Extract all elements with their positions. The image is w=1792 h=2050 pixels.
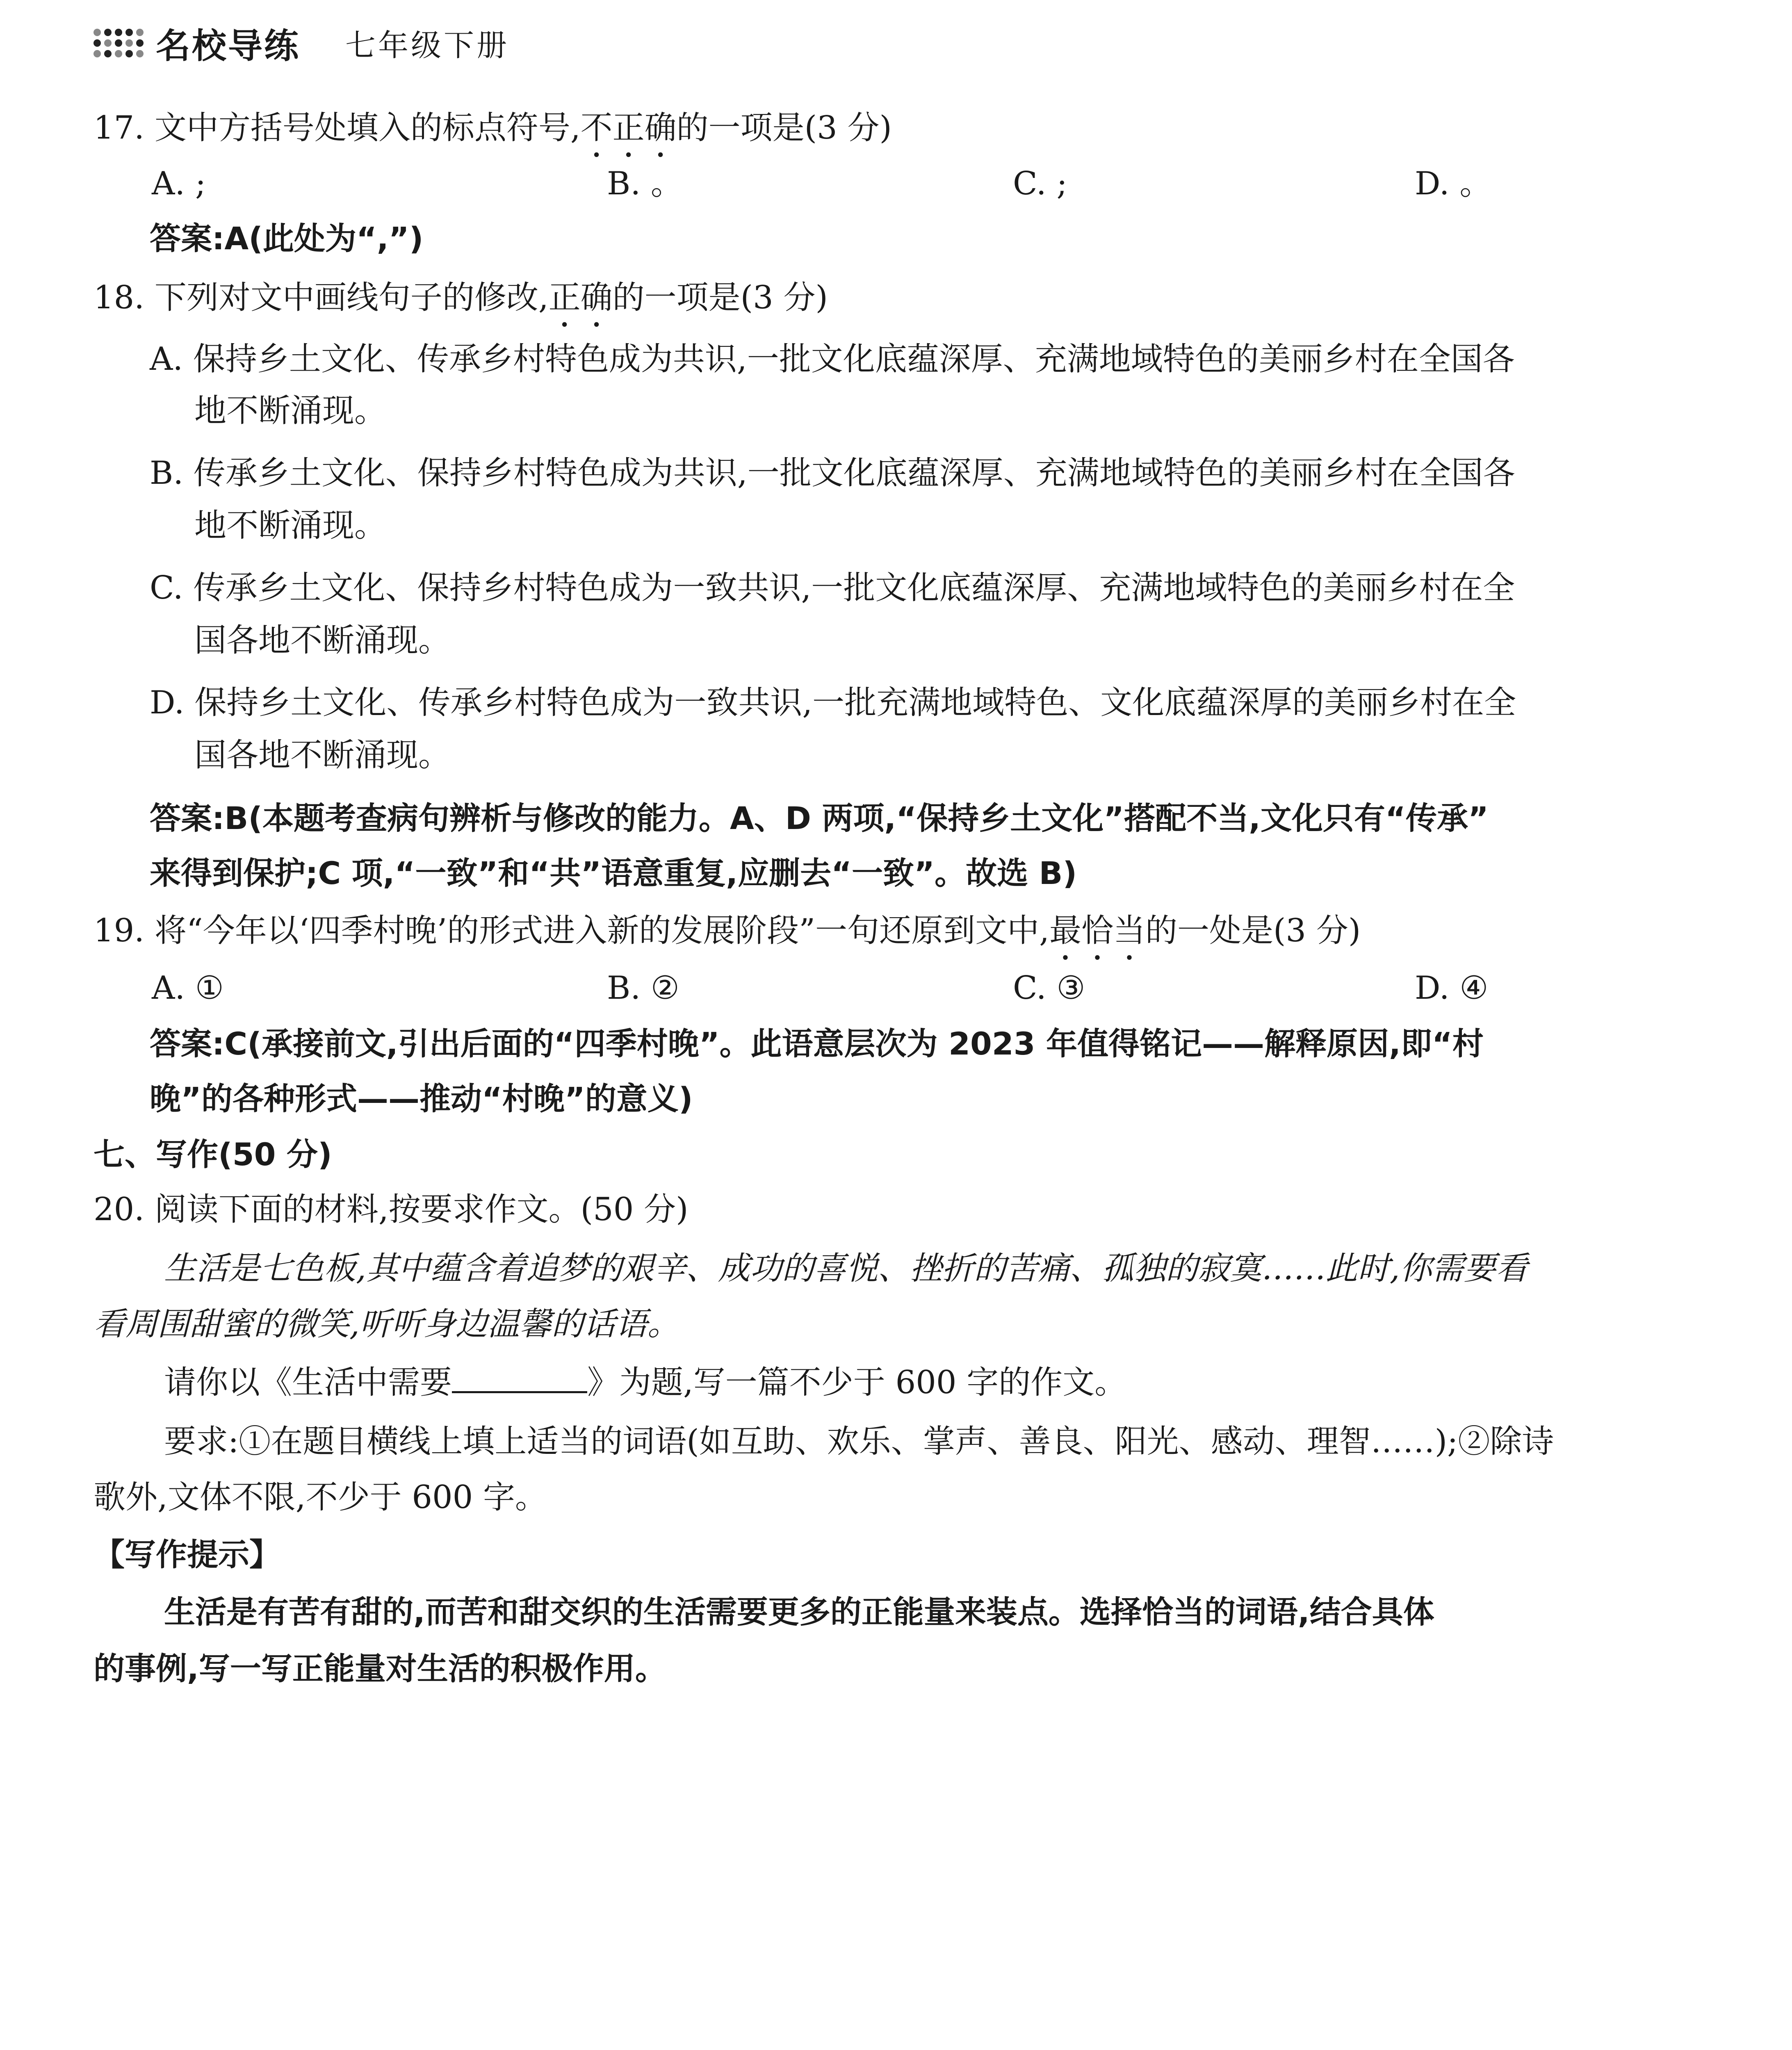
q19-option-d: D. ④	[1415, 970, 1489, 1007]
section-7-title: 七、写作(50 分)	[93, 1136, 332, 1173]
writing-tips-line1: 生活是有苦有甜的,而苦和甜交织的生活需要更多的正能量来装点。选择恰当的词语,结合具体	[164, 1594, 1434, 1630]
q17-option-a: A. ;	[152, 165, 206, 202]
q20-prompt: 请你以《生活中需要 》为题,写一篇不少于 600 字的作文。	[164, 1362, 1126, 1403]
q18-option-d-line2: 国各地不断涌现。	[194, 737, 451, 774]
q19-answer-line1: 答案:C(承接前文,引出后面的“四季村晚”。此语意层次为 2023 年值得铭记——解释原因,即“村	[150, 1025, 1484, 1062]
emphasis-text: 最恰当	[1049, 912, 1145, 949]
grade-label: 七年级下册	[345, 28, 510, 63]
q17-option-b: B. 。	[607, 165, 683, 202]
q18-option-a-line2: 地不断涌现。	[194, 392, 387, 429]
q20-material-line1: 生活是七色板,其中蕴含着追梦的艰辛、成功的喜悦、挫折的苦痛、孤独的寂寞……此时,你需要看	[164, 1250, 1528, 1287]
q18-option-b-line2: 地不断涌现。	[194, 507, 387, 544]
dots-logo-icon	[93, 29, 144, 57]
question-20-stem: 20. 阅读下面的材料,按要求作文。(50 分)	[93, 1191, 689, 1228]
writing-tips-line2: 的事例,写一写正能量对生活的积极作用。	[93, 1650, 666, 1687]
q17-option-d: D. 。	[1415, 165, 1492, 202]
q18-answer-line1: 答案:B(本题考查病句辨析与修改的能力。A、D 两项,“保持乡土文化”搭配不当,文化只有“传承”	[150, 800, 1489, 836]
q20-requirements-line1: 要求:①在题目横线上填上适当的词语(如互助、欢乐、掌声、善良、阳光、感动、理智……);②除诗	[164, 1423, 1554, 1460]
q17-option-c: C. ;	[1013, 165, 1067, 202]
q19-option-c: C. ③	[1013, 970, 1085, 1007]
question-17-stem: 17. 文中方括号处填入的标点符号,不正确的一项是(3 分)	[93, 109, 892, 146]
q17-answer: 答案:A(此处为“,”)	[150, 220, 424, 257]
q19-answer-line2: 晚”的各种形式——推动“村晚”的意义)	[150, 1080, 693, 1117]
brand-title: 名校导练	[156, 25, 301, 66]
emphasis-text: 正确	[548, 279, 613, 316]
q18-option-b-line1: B. 传承乡土文化、保持乡村特色成为共识,一批文化底蕴深厚、充满地域特色的美丽乡村在全国各	[150, 455, 1515, 492]
q18-answer-line2: 来得到保护;C 项,“一致”和“共”语意重复,应删去“一致”。故选 B)	[150, 855, 1077, 891]
q20-material-line2: 看周围甜蜜的微笑,听听身边温馨的话语。	[93, 1306, 679, 1343]
q19-option-b: B. ②	[607, 970, 679, 1007]
title-blank	[452, 1362, 587, 1393]
q18-option-c-line2: 国各地不断涌现。	[194, 622, 451, 659]
q19-option-a: A. ①	[152, 970, 224, 1007]
q18-option-d-line1: D. 保持乡土文化、传承乡村特色成为一致共识,一批充满地域特色、文化底蕴深厚的美丽乡村在全	[150, 684, 1516, 721]
emphasis-text: 不正确	[580, 109, 677, 146]
q20-requirements-line2: 歌外,文体不限,不少于 600 字。	[93, 1479, 547, 1516]
q18-option-a-line1: A. 保持乡土文化、传承乡村特色成为共识,一批文化底蕴深厚、充满地域特色的美丽乡村在全国各	[150, 341, 1515, 378]
question-19-stem: 19. 将“今年以‘四季村晚’的形式进入新的发展阶段”一句还原到文中,最恰当的一处是(3 分)	[93, 912, 1361, 949]
writing-tips-title: 【写作提示】	[93, 1536, 280, 1573]
page-header	[93, 16, 509, 70]
question-18-stem: 18. 下列对文中画线句子的修改,正确的一项是(3 分)	[93, 279, 828, 316]
q18-option-c-line1: C. 传承乡土文化、保持乡村特色成为一致共识,一批文化底蕴深厚、充满地域特色的美丽乡村在全	[150, 569, 1515, 606]
